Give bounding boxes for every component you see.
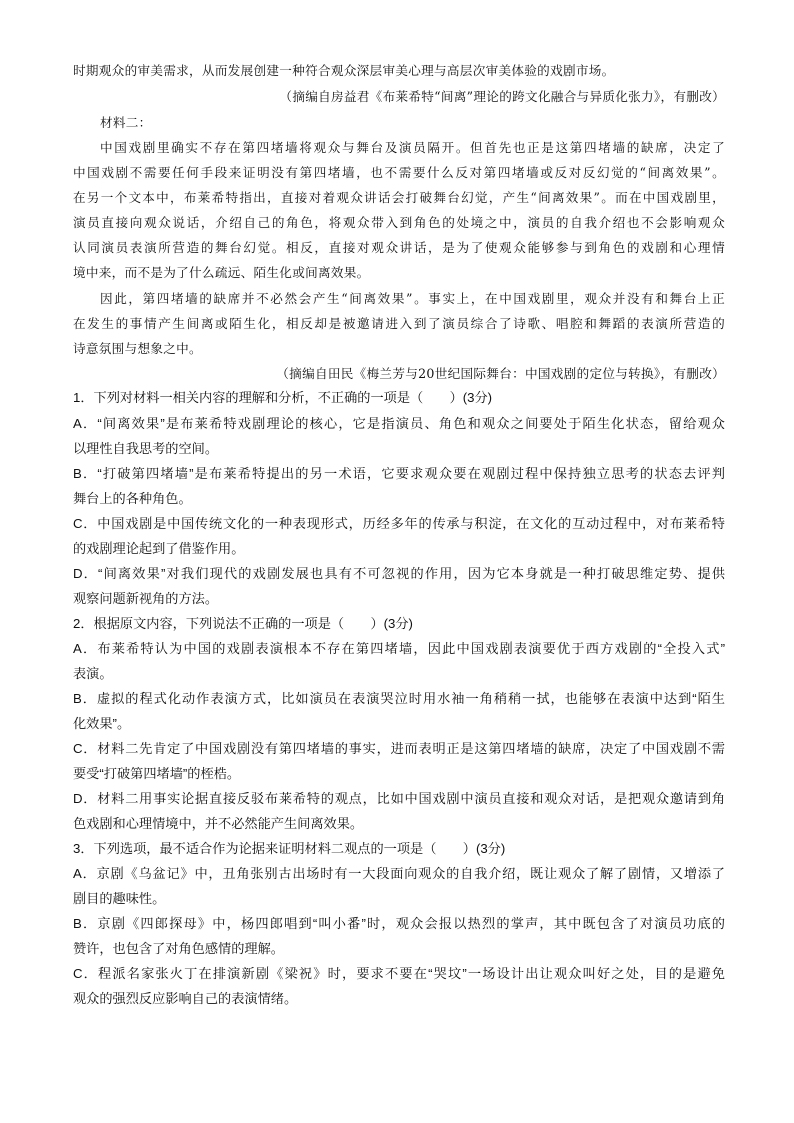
material2-para1-line: 境中来，而不是为了什么疏远、陌生化或间离效果。 bbox=[73, 265, 370, 280]
material2-para1-line: 中国戏剧不需要任何手段来证明没有第四堵墙，也不需要什么反对第四堵墙或反对反幻觉的“间离效果”。 bbox=[73, 165, 725, 180]
question-1-option-b-cont: 舞台上的各种角色。 bbox=[73, 491, 192, 506]
question-1-option-b: B．“打破第四堵墙”是布莱希特提出的另一术语，它要求观众要在观剧过程中保持独立思考的状态去评判 bbox=[73, 466, 725, 481]
material2-para1-line: 演员直接向观众说话，介绍自己的角色，将观众带入到角色的处境之中，演员的自我介绍也不会影响观众 bbox=[73, 215, 725, 230]
material2-source: （摘编自田民《梅兰芳与20世纪国际舞台：中国戏剧的定位与转换》，有删改） bbox=[276, 366, 725, 381]
question-1-option-d-cont: 观察问题新视角的方法。 bbox=[73, 591, 219, 606]
question-2-option-d-cont: 色戏剧和心理情境中，并不必然能产生间离效果。 bbox=[73, 816, 364, 831]
question-1-stem: 1．下列对材料一相关内容的理解和分析，不正确的一项是（ ）(3分) bbox=[73, 390, 493, 405]
question-3-option-b-cont: 赞许，也包含了对角色感情的理解。 bbox=[73, 941, 284, 956]
material1-source: （摘编自房益君《布莱希特“间离”理论的跨文化融合与异质化张力》，有删改） bbox=[279, 89, 725, 104]
question-1-option-a: A．“间离效果”是布莱希特戏剧理论的核心，它是指演员、角色和观众之间要处于陌生化状态，留给观众 bbox=[73, 416, 725, 431]
material2-para1-line: 在另一个文本中，布莱希特指出，直接对着观众讲话会打破舞台幻觉，产生“间离效果”。而在中国戏剧里， bbox=[73, 190, 725, 205]
question-1-option-c: C．中国戏剧是中国传统文化的一种表现形式，历经多年的传承与积淀，在文化的互动过程中，对布莱希特 bbox=[73, 516, 725, 531]
material2-para1-line: 中国戏剧里确实不存在第四堵墙将观众与舞台及演员隔开。但首先也正是这第四堵墙的缺席，决定了 bbox=[100, 140, 725, 155]
material1-closing-line: 时期观众的审美需求，从而发展创建一种符合观众深层审美心理与高层次审美体验的戏剧市场。 bbox=[73, 63, 615, 78]
material2-para1-line: 认同演员表演所营造的舞台幻觉。相反，直接对观众讲话，是为了使观众能够参与到角色的戏剧和心理情 bbox=[73, 240, 725, 255]
question-3-option-b: B．京剧《四郎探母》中，杨四郎唱到“叫小番”时，观众会报以热烈的掌声，其中既包含了对演员功底的 bbox=[73, 916, 725, 931]
question-1-option-a-cont: 以理性自我思考的空间。 bbox=[73, 441, 219, 456]
question-1-option-c-cont: 的戏剧理论起到了借鉴作用。 bbox=[73, 541, 245, 556]
question-2-stem: 2．根据原文内容，下列说法不正确的一项是（ ）(3分) bbox=[73, 616, 413, 631]
question-3-option-c: C．程派名家张火丁在排演新剧《梁祝》时，要求不要在“哭坟”一场设计出让观众叫好之处，目的是避免 bbox=[73, 966, 725, 981]
question-3-option-a: A．京剧《乌盆记》中，丑角张别古出场时有一大段面向观众的自我介绍，既让观众了解了剧情，又增添了 bbox=[73, 866, 725, 881]
material2-heading: 材料二： bbox=[100, 115, 152, 130]
material2-para2-line: 在发生的事情产生间离或陌生化，相反却是被邀请进入到了演员综合了诗歌、唱腔和舞蹈的表演所营造的 bbox=[73, 316, 725, 331]
question-2-option-b: B．虚拟的程式化动作表演方式，比如演员在表演哭泣时用水袖一角稍稍一拭，也能够在表演中达到“陌生 bbox=[73, 691, 725, 706]
material2-para2-line: 诗意氛围与想象之中。 bbox=[73, 341, 202, 356]
question-2-option-d: D．材料二用事实论据直接反驳布莱希特的观点，比如中国戏剧中演员直接和观众对话，是把观众邀请到角 bbox=[73, 791, 725, 806]
material2-para2-line: 因此，第四堵墙的缺席并不必然会产生“间离效果”。事实上，在中国戏剧里，观众并没有和舞台上正 bbox=[100, 291, 725, 306]
question-1-option-d: D．“间离效果”对我们现代的戏剧发展也具有不可忽视的作用，因为它本身就是一种打破思维定势、提供 bbox=[73, 566, 725, 581]
question-3-option-c-cont: 观众的强烈反应影响自己的表演情绪。 bbox=[73, 991, 298, 1006]
question-2-option-a-cont: 表演。 bbox=[73, 666, 113, 681]
question-2-option-a: A．布莱希特认为中国的戏剧表演根本不存在第四堵墙，因此中国戏剧表演要优于西方戏剧的“全投入式” bbox=[73, 641, 725, 656]
question-2-option-c: C．材料二先肯定了中国戏剧没有第四堵墙的事实，进而表明正是这第四堵墙的缺席，决定了中国戏剧不需 bbox=[73, 741, 725, 756]
question-2-option-b-cont: 化效果”。 bbox=[73, 716, 131, 731]
question-2-option-c-cont: 要受“打破第四堵墙”的桎梏。 bbox=[73, 766, 241, 781]
question-3-option-a-cont: 剧目的趣味性。 bbox=[73, 891, 166, 906]
question-3-stem: 3．下列选项，最不适合作为论据来证明材料二观点的一项是（ ）(3分) bbox=[73, 841, 506, 856]
